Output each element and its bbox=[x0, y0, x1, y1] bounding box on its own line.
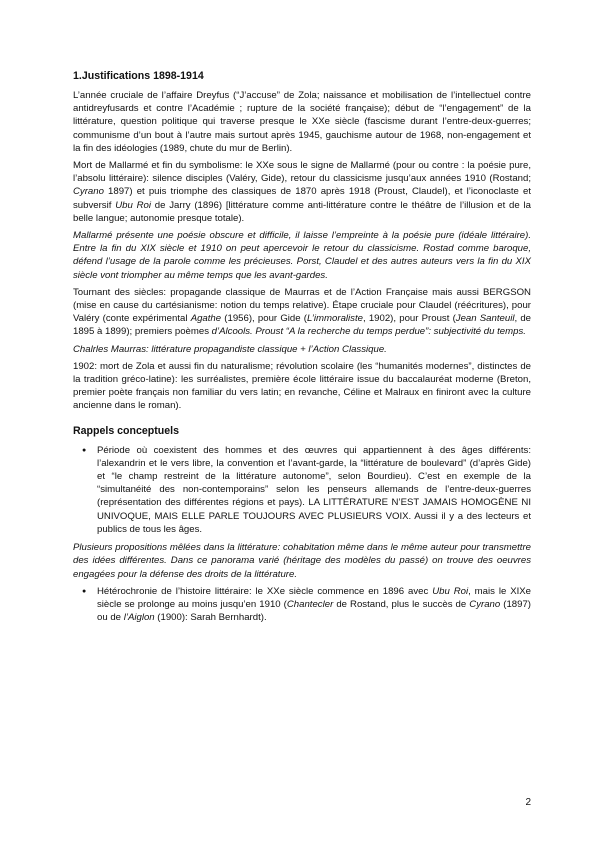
list-item: ● Période où coexistent des hommes et des œuvres qui appartiennent à des âges différents: l’alexandrin et le vers libre, la convention et l’avant-garde, la “littérature de boulevard” (d’après Gide) et “le champ restreint de la littérature autonome”, selon Bourdieu). C’est en exemple de la “simultanéité des non-contemporains” selon les penseurs allemands de l’entre-deux-guerres (représentation des différentes régions et pays). LA LITTÉRATURE N’EST JAMAIS HOMOGÈNE NI UNIVOQUE, MAIS ELLE PARLE TOUJOURS AVEC PLUSIEURS VOIX. Aussi il y a des lecteurs et publics de tous les âges. bbox=[97, 444, 531, 536]
bullet-list-1 bbox=[73, 444, 531, 536]
title-ubu-roi: Ubu Roi bbox=[432, 585, 469, 597]
text-run: 1897) et puis triomphe des classiques de 1870 après 1918 (Proust, Claudel), et l’iconoclaste et subversif bbox=[73, 186, 531, 211]
text-run: (1956), pour Gide ( bbox=[221, 313, 307, 325]
section-heading-rappels: Rappels conceptuels bbox=[73, 424, 179, 437]
text-run: , de 1895 à 1899); premiers poèmes bbox=[73, 313, 532, 338]
title-ubu-roi: Ubu Roi bbox=[115, 199, 151, 211]
text-run: Tournant des siècles: propagande classique de Maurras et de l’Action Française mais aussi BERGSON (mise en cause du cartésianisme: notion du temps relative). Étape cruciale pour Claudel (réécritures), pour Valéry (conte expérimental bbox=[73, 286, 531, 325]
text-run: , 1902), pour Proust ( bbox=[362, 313, 456, 325]
document-page bbox=[73, 70, 531, 629]
title-cyrano: Cyrano bbox=[469, 598, 501, 610]
paragraph-mallarme bbox=[73, 159, 531, 225]
paragraph-note-maurras: Chalrles Maurras: littérature propagandiste classique + l’Action Classique. bbox=[73, 343, 387, 355]
title-cyrano: Cyrano bbox=[73, 186, 104, 198]
text-run: de Rostand, plus le succès de bbox=[333, 598, 470, 610]
paragraph-1902: 1902: mort de Zola et aussi fin du naturalisme; révolution scolaire (les “humanités modernes”, distinctes de la tradition gréco-latine): les surréalistes, première école littéraire issue du baccalauréat moderne (Breton, premier poète français non familiar du vers latin; en revanche, Céline et Malraux en finiront avec la culture ancienne dans le roman). bbox=[73, 360, 531, 412]
text-run: de Jarry (1896) [littérature comme anti-littérature contre le théâtre de l’illusion et de la belle langue; autonomie presque totale). bbox=[73, 199, 531, 224]
paragraph-dreyfus: L’année cruciale de l’affaire Dreyfus (“J’accuse” de Zola; naissance et mobilisation de l’intellectuel contre antidreyfusards et contre l’Académie ; rupture de la société française); début de “l’engagement” de la littérature, question politique qui traverse presque le XXe siècle (fascisme durant l’entre-deux-guerres; communisme d’un bout à l’autre mais surtout après 1945, gauchisme autour de 1968, non-engagement et la fin des idéologies (1989, chute du mur de Berlin). bbox=[73, 90, 531, 154]
bullet-list-2 bbox=[73, 585, 531, 625]
paragraph-note-mallarme: Mallarmé présente une poésie obscure et difficile, il laisse l’empreinte à la poésie pure (idéale littéraire). Entre la fin du XIX siècle et 1910 on peut apercevoir le retour du classicisme. Rostad comme baroque, défend l’usage de la parole comme les précieuses. Porst, Claudel et des autres auteurs vers la fin du XIX siècle vont triompher au même temps que les avant-gardes. bbox=[73, 230, 531, 281]
text-run: , mais le XIXe siècle se prolonge au moins jusqu’en 1910 ( bbox=[97, 585, 531, 610]
page-number: 2 bbox=[525, 797, 531, 808]
text-run: Hétérochronie de l’histoire littéraire: le XXe siècle commence en 1896 avec bbox=[97, 585, 433, 597]
paragraph-tournant bbox=[73, 286, 531, 339]
title-aiglon: l’Aiglon bbox=[123, 612, 155, 624]
text-run-italic: d’Alcools. Proust “A la recherche du temps perdue”: subjectivité du temps. bbox=[211, 326, 526, 338]
section-heading-justifications: 1.Justifications 1898-1914 bbox=[73, 70, 204, 82]
list-item bbox=[97, 585, 531, 625]
text-run: (1897) ou de bbox=[97, 598, 531, 624]
text-run: (1900): Sarah Bernhardt). bbox=[154, 612, 267, 624]
text-run: Mort de Mallarmé et fin du symbolisme: le XXe sous le signe de Mallarmé (pour ou contre : la poésie pure, l’absolu littéraire): silence disciples (Valéry, Gide), retour du classicisme jusqu’aux années 1910 (Rostand; bbox=[73, 160, 531, 185]
title-jean-santeuil: Jean Santeuil bbox=[455, 313, 515, 325]
title-agathe: Agathe bbox=[190, 313, 222, 325]
title-immoraliste: L’immoraliste bbox=[306, 313, 363, 325]
section-rappels bbox=[73, 425, 531, 625]
title-chantecler: Chantecler bbox=[286, 598, 334, 610]
paragraph-note-propositions: Plusieurs propositions mêlées dans la littérature: cohabitation même dans le même auteur pour transmettre des idées différentes. Dans ce panorama varié (héritage des modèles du passé) on trouve des oeuvres engagées pour la défense des droits de la littérature. bbox=[73, 542, 531, 580]
